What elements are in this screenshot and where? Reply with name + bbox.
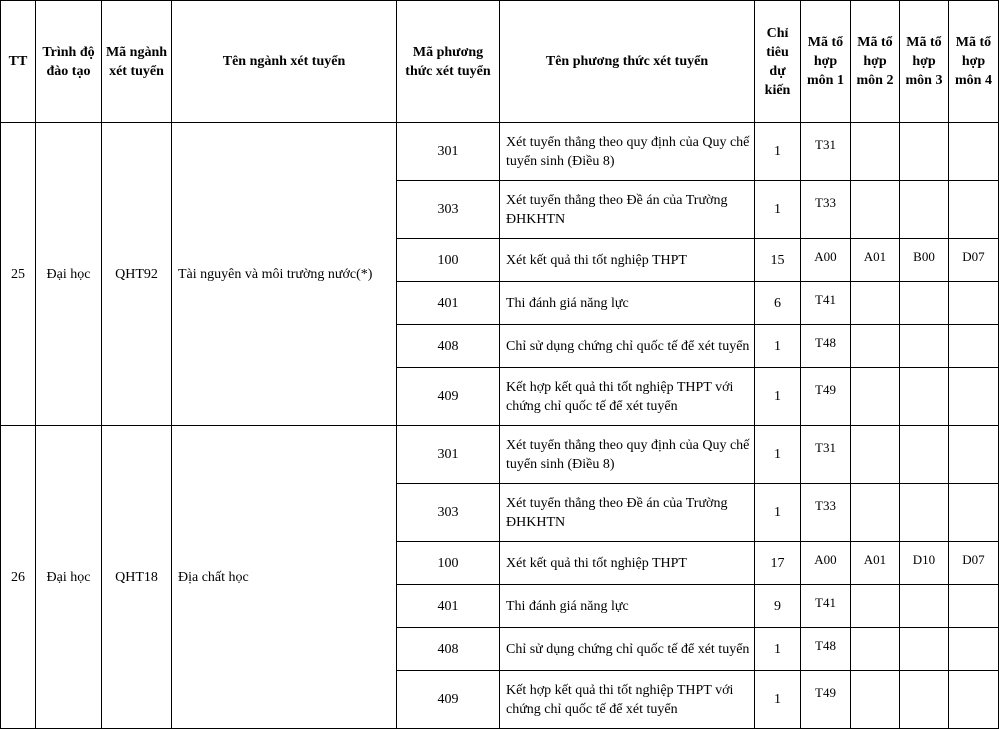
method-name: Xét tuyển thẳng theo Đề án của Trường ĐHKHTN — [500, 181, 755, 239]
quota: 1 — [755, 628, 801, 671]
method-name: Thi đánh giá năng lực — [500, 282, 755, 325]
combo-3 — [900, 426, 949, 484]
combo-3 — [900, 282, 949, 325]
combo-2 — [851, 368, 900, 426]
combo-2 — [851, 325, 900, 368]
quota: 17 — [755, 542, 801, 585]
combo-1: T49 — [801, 368, 851, 426]
combo-3 — [900, 325, 949, 368]
combo-3 — [900, 671, 949, 729]
header-method-name: Tên phương thức xét tuyển — [500, 1, 755, 123]
combo-2 — [851, 123, 900, 181]
training-level: Đại học — [36, 426, 102, 729]
method-name: Chỉ sử dụng chứng chỉ quốc tế để xét tuyển — [500, 628, 755, 671]
quota: 1 — [755, 426, 801, 484]
combo-2 — [851, 585, 900, 628]
quota: 1 — [755, 325, 801, 368]
method-code: 100 — [397, 542, 500, 585]
method-code: 100 — [397, 239, 500, 282]
combo-2 — [851, 181, 900, 239]
quota: 9 — [755, 585, 801, 628]
combo-2 — [851, 628, 900, 671]
method-name: Thi đánh giá năng lực — [500, 585, 755, 628]
header-combo-2: Mã tổ hợp môn 2 — [851, 1, 900, 123]
combo-4 — [949, 484, 999, 542]
major-name: Tài nguyên và môi trường nước(*) — [172, 123, 397, 426]
quota: 1 — [755, 671, 801, 729]
method-code: 301 — [397, 123, 500, 181]
combo-3 — [900, 181, 949, 239]
method-name: Kết hợp kết quả thi tốt nghiệp THPT với chứng chỉ quốc tế để xét tuyển — [500, 671, 755, 729]
major-name: Địa chất học — [172, 426, 397, 729]
header-method-code: Mã phương thức xét tuyển — [397, 1, 500, 123]
table-row — [1, 123, 999, 181]
combo-1: T33 — [801, 484, 851, 542]
combo-2 — [851, 282, 900, 325]
method-code: 303 — [397, 484, 500, 542]
combo-4 — [949, 368, 999, 426]
quota: 1 — [755, 123, 801, 181]
combo-4 — [949, 628, 999, 671]
method-code: 303 — [397, 181, 500, 239]
quota: 6 — [755, 282, 801, 325]
combo-4 — [949, 671, 999, 729]
combo-1: T33 — [801, 181, 851, 239]
combo-3 — [900, 484, 949, 542]
combo-3 — [900, 628, 949, 671]
combo-2 — [851, 484, 900, 542]
row-tt: 25 — [1, 123, 36, 426]
method-code: 408 — [397, 325, 500, 368]
combo-2 — [851, 671, 900, 729]
combo-1: T48 — [801, 628, 851, 671]
quota: 15 — [755, 239, 801, 282]
method-name: Kết hợp kết quả thi tốt nghiệp THPT với chứng chỉ quốc tế để xét tuyển — [500, 368, 755, 426]
header-combo-1: Mã tổ hợp môn 1 — [801, 1, 851, 123]
combo-3 — [900, 368, 949, 426]
combo-1: A00 — [801, 542, 851, 585]
header-level: Trình độ đào tạo — [36, 1, 102, 123]
combo-4: D07 — [949, 239, 999, 282]
combo-2: A01 — [851, 239, 900, 282]
combo-1: T48 — [801, 325, 851, 368]
header-combo-4: Mã tổ hợp môn 4 — [949, 1, 999, 123]
combo-4: D07 — [949, 542, 999, 585]
header-row — [1, 1, 999, 123]
quota: 1 — [755, 181, 801, 239]
combo-2: A01 — [851, 542, 900, 585]
method-code: 401 — [397, 282, 500, 325]
combo-3: D10 — [900, 542, 949, 585]
major-code: QHT18 — [102, 426, 172, 729]
combo-3: B00 — [900, 239, 949, 282]
method-code: 301 — [397, 426, 500, 484]
header-major-code: Mã ngành xét tuyển — [102, 1, 172, 123]
quota: 1 — [755, 368, 801, 426]
combo-1: A00 — [801, 239, 851, 282]
combo-1: T31 — [801, 123, 851, 181]
combo-1: T49 — [801, 671, 851, 729]
method-name: Xét tuyển thẳng theo Đề án của Trường ĐHKHTN — [500, 484, 755, 542]
combo-2 — [851, 426, 900, 484]
method-code: 408 — [397, 628, 500, 671]
header-major-name: Tên ngành xét tuyển — [172, 1, 397, 123]
training-level: Đại học — [36, 123, 102, 426]
combo-4 — [949, 325, 999, 368]
combo-3 — [900, 123, 949, 181]
method-name: Xét kết quả thi tốt nghiệp THPT — [500, 239, 755, 282]
combo-4 — [949, 181, 999, 239]
combo-1: T31 — [801, 426, 851, 484]
method-name: Xét kết quả thi tốt nghiệp THPT — [500, 542, 755, 585]
combo-1: T41 — [801, 585, 851, 628]
major-code: QHT92 — [102, 123, 172, 426]
combo-4 — [949, 585, 999, 628]
method-name: Xét tuyển thẳng theo quy định của Quy chế tuyển sinh (Điều 8) — [500, 426, 755, 484]
combo-3 — [900, 585, 949, 628]
method-code: 409 — [397, 671, 500, 729]
header-quota: Chỉ tiêu dự kiến — [755, 1, 801, 123]
combo-4 — [949, 426, 999, 484]
method-code: 409 — [397, 368, 500, 426]
quota: 1 — [755, 484, 801, 542]
table-row — [1, 426, 999, 484]
combo-4 — [949, 282, 999, 325]
header-combo-3: Mã tổ hợp môn 3 — [900, 1, 949, 123]
method-code: 401 — [397, 585, 500, 628]
row-tt: 26 — [1, 426, 36, 729]
combo-1: T41 — [801, 282, 851, 325]
method-name: Xét tuyển thẳng theo quy định của Quy chế tuyển sinh (Điều 8) — [500, 123, 755, 181]
header-tt: TT — [1, 1, 36, 123]
combo-4 — [949, 123, 999, 181]
method-name: Chỉ sử dụng chứng chỉ quốc tế để xét tuyển — [500, 325, 755, 368]
